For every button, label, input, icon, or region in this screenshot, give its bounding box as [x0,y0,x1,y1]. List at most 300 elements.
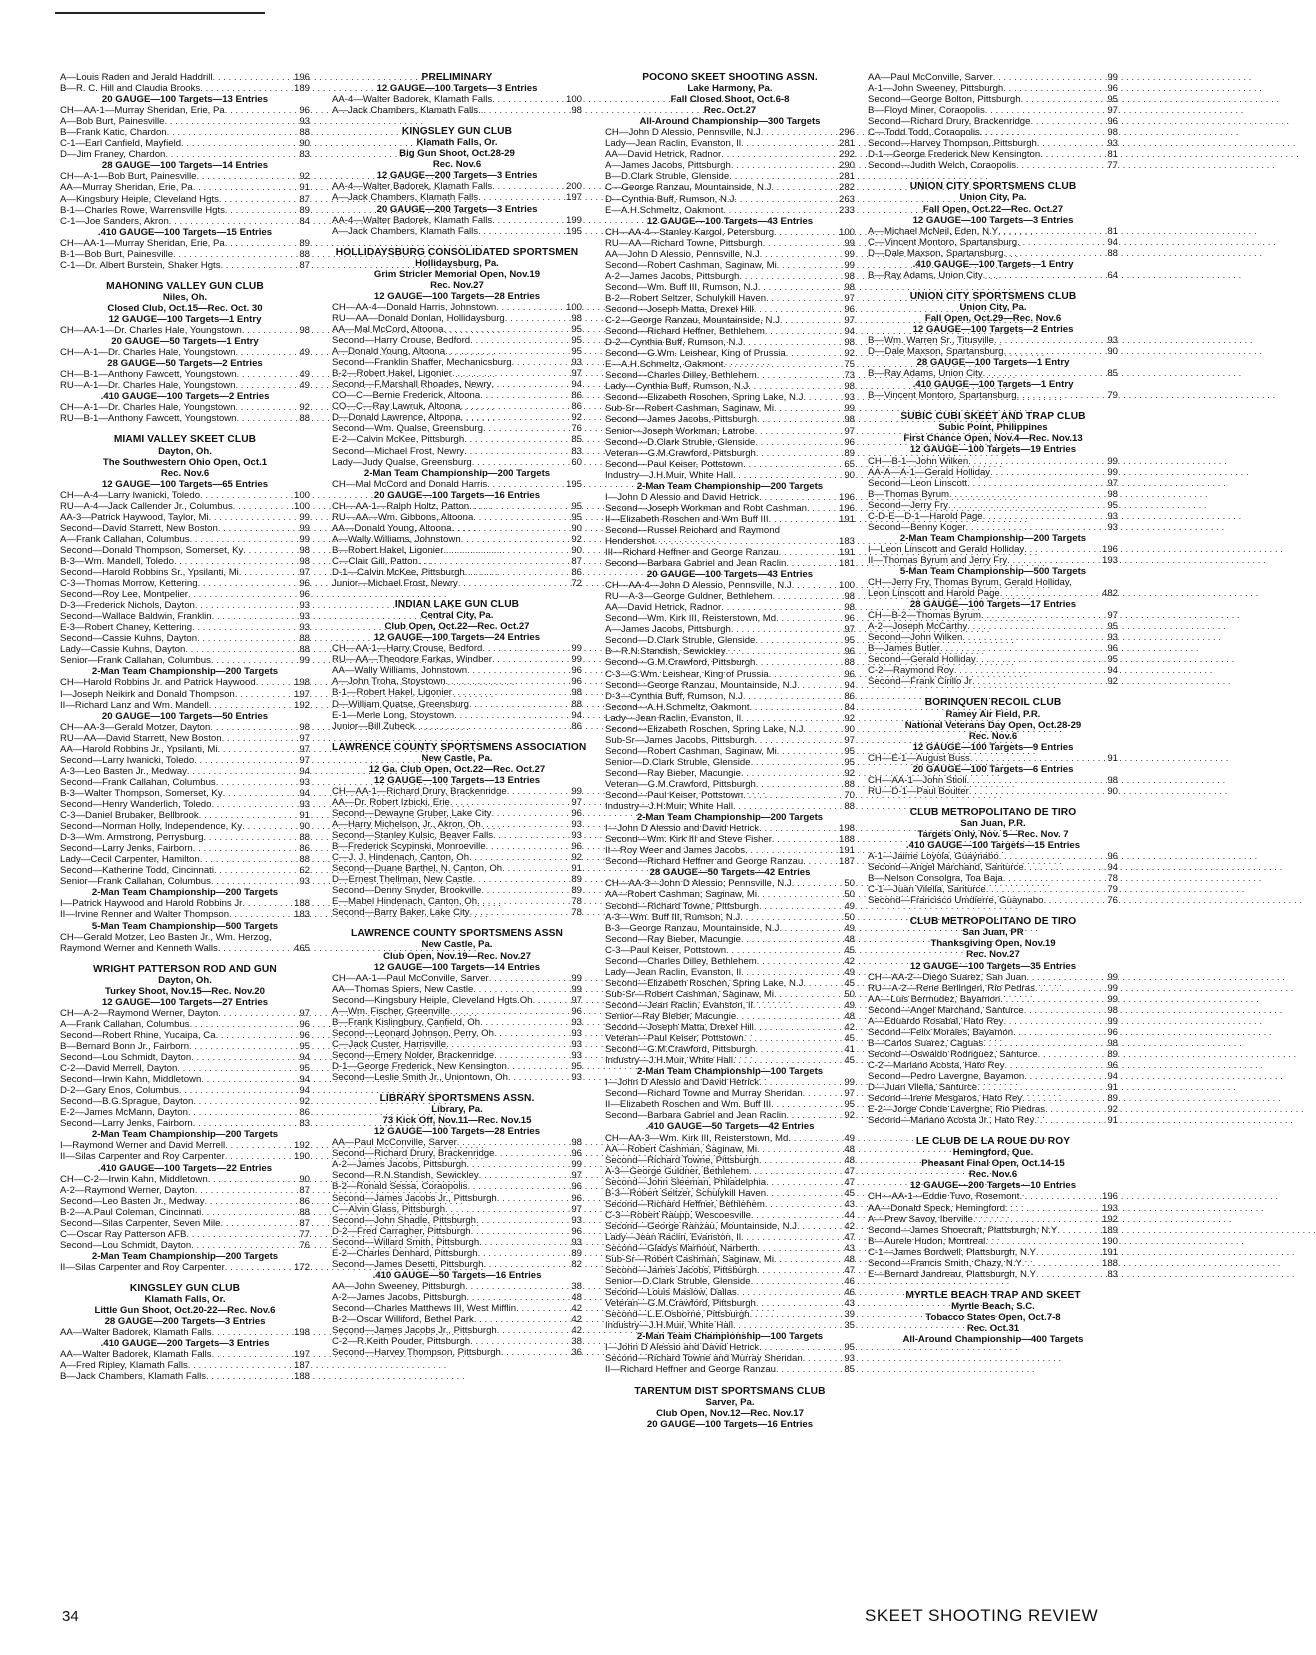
score: 233 [838,204,855,216]
shooter-name: Second—Richard Heffner and George Ranzau [605,856,804,868]
score: 92 [1107,1104,1118,1116]
shooter-name: Second—G.M.Crawford, Pittsburgh [605,1044,756,1056]
result-row [332,973,582,984]
result-row [332,654,582,665]
result-row [332,512,582,523]
dot-leader [757,1144,834,1155]
score: 48 [844,1143,855,1155]
result-row [60,567,310,578]
shooter-name: Second—Richard Towne, Pittsburgh [605,1154,759,1166]
dot-leader [733,1320,834,1331]
score: 88 [299,127,310,139]
dot-leader [469,852,561,863]
event-header: .410 GAUGE—100 Targets—1 Entry [912,258,1074,270]
dot-leader [533,995,561,1006]
score: 98 [844,381,855,393]
shooter-name: Second—Lou Schmidt, Dayton [60,1052,192,1064]
shooter-name: CO—C—Bernie Frederick, Altoona [332,390,481,402]
score: 97 [571,368,582,380]
score: 98 [844,281,855,293]
score: 93 [571,1049,582,1061]
results-column-3 [605,72,855,1430]
result-row [60,1174,310,1185]
shooter-name: I—John D Alessio and David Hetrick [605,491,760,503]
result-row [868,335,1118,346]
dot-leader [1003,1016,1097,1027]
result-row [332,1215,582,1226]
shooter-name: CH—AA-1—Murray Sheridan, Erie, Pa [60,237,225,249]
shooter-name: D—William Quatse, Greensburg [332,698,470,710]
result-row [868,1258,1118,1269]
dot-leader [1005,1203,1097,1214]
result-row [60,1151,310,1162]
result-row [60,1118,310,1129]
shooter-name: Second—James Jacobs, Pittsburgh [605,414,757,426]
dot-leader [940,643,1097,654]
score: 96 [571,807,582,819]
page-number: 34 [62,1608,79,1625]
event-header: 12 GAUGE—100 Targets—43 Entries [646,215,814,227]
event-header: Fall Closed Shoot, Oct.6-8 [670,94,790,106]
result-row [60,116,310,127]
score: 44 [844,1209,855,1221]
score: 98 [299,325,310,337]
dot-leader [494,1148,561,1159]
result-row [332,721,582,732]
result-row [60,744,310,755]
dot-leader [200,490,289,501]
dot-leader [766,1188,834,1199]
shooter-name: Second—Ray Bieber, Macungie [605,767,741,779]
shooter-name: Second—Paul Keiser, Pottstown [605,458,744,470]
score: 88 [844,779,855,790]
dot-leader [225,1151,289,1162]
dot-leader [1003,873,1097,884]
shooter-name: E-2—James McMann, Dayton [60,1107,188,1119]
dot-leader [169,216,289,227]
shooter-name: Second—Michael Frost, Newry [332,445,465,457]
dot-leader [733,1055,834,1066]
result-row [60,1096,310,1107]
score: 89 [571,885,582,897]
shooter-name: D—Dale Maxson, Spartansburg [868,346,1004,358]
score: 90 [1107,346,1118,358]
score: 47 [844,1231,855,1243]
dot-leader [445,1204,561,1215]
shooter-name: Second—Oswaldo Rodriguez, Santurce [868,1048,1038,1060]
shooter-name: E-1—Merle Long, Stoystown [332,709,455,721]
dot-leader [760,249,834,260]
shooter-name: B—R.N.Standish, Sewickley [605,646,726,658]
result-row [332,1303,582,1314]
event-header: Rec. Oct.31 [966,1322,1020,1334]
result-row [868,994,1118,1005]
score: 99 [844,1077,855,1089]
dot-leader [771,182,834,193]
dot-leader [221,1218,289,1229]
result-row [605,1353,855,1364]
score: 88 [1107,247,1118,259]
dot-leader [1016,160,1097,171]
shooter-name: A—Wally Williams, Johnstown [332,533,461,545]
result-row [605,646,855,657]
dot-leader [968,456,1097,467]
club-block [60,434,310,953]
result-row [332,192,582,203]
shooter-name: Second—Leonard Johnson, Perry, Oh [332,1027,494,1039]
score: 82 [571,1258,582,1270]
score: 90 [1107,785,1118,797]
dot-leader [1022,1258,1097,1269]
dot-leader [167,127,289,138]
shooter-name: AA—Robert Cashman, Saginaw, Mi [605,1143,757,1155]
score: 96 [571,676,582,688]
result-row [332,995,582,1006]
score: 48 [844,1254,855,1266]
score: 93 [1107,138,1118,150]
shooter-name: RU—AA—David Starrett, New Boston [60,732,222,744]
event-header: .410 GAUGE—100 Targets—15 Entries [97,226,273,238]
shooter-name: Second—Robert Rhine, Yucaipa, Ca [60,1029,216,1041]
shooter-name: II—Thomas Byrum and Jerry Fry [868,554,1008,566]
shooter-name: A-2—James Jacobs, Pittsburgh [605,270,740,282]
shooter-name: A—Fred Ripley, Klamath Falls [60,1360,188,1372]
club-name: INDIAN LAKE GUN CLUB [394,599,520,611]
result-row [868,1071,1118,1082]
result-row [332,368,582,379]
result-row [605,978,855,989]
result-row [868,775,1118,786]
shooter-name: AA—John Sweeney, Pittsburgh [332,1280,466,1292]
score: 93 [571,1016,582,1028]
score: 85 [571,434,582,446]
shooter-name: B—Jack Chambers, Klamath Falls [60,1371,207,1383]
result-row [605,1110,855,1121]
result-row [605,845,855,856]
shooter-name: Second—David Starrett, New Boston [60,522,218,534]
result-row [868,94,1118,105]
event-header: San Juan, PR [962,927,1024,939]
result-row [332,534,582,545]
result-row [60,127,310,138]
score: 97 [299,567,310,579]
dot-leader [237,369,289,380]
score: 188 [838,834,855,846]
result-row [605,1342,855,1353]
dot-leader [1040,149,1097,160]
result-row [332,567,582,578]
shooter-name: CH—AA-1—Dr. Charles Hale, Youngstown [60,325,242,337]
dot-leader [415,721,561,732]
result-row [60,909,310,920]
shooter-name: Veteran—G.M.Crawford, Pittsburgh [605,779,756,790]
result-row [60,205,310,216]
dot-leader [225,238,289,249]
result-row [332,841,582,852]
dot-leader [470,1336,561,1347]
dot-leader [983,368,1097,379]
result-row [605,437,855,448]
result-row [332,907,582,918]
result-row [60,1008,310,1019]
result-row [60,369,310,380]
result-row [868,786,1118,797]
score: 99 [571,1159,582,1171]
dot-leader [501,1347,561,1358]
club-name: BORINQUEN RECOIL CLUB [924,697,1062,709]
result-row [605,414,855,425]
club-block [332,126,582,236]
result-row [605,194,855,205]
result-row [332,710,582,721]
shooter-name: RU—A-2—Rene Berlingeri, Rio Pedras [868,982,1035,994]
dot-leader [211,876,289,887]
dot-leader [203,832,289,843]
score: 47 [844,1176,855,1188]
club-block [868,411,1118,687]
score: 196 [1101,1191,1118,1203]
result-row [60,1240,310,1251]
club-block [332,741,587,919]
shooter-name: Second—Gerald Holliday [868,654,976,666]
shooter-name: B-2—Oscar Williford, Bethel Park [332,1314,474,1326]
result-row [332,1050,582,1061]
event-header: Hollidaysburg, Pa. [415,257,499,269]
dot-leader [486,841,561,852]
score: 97 [299,1007,310,1019]
score: 98 [1107,127,1118,139]
top-rule [55,12,265,14]
event-header: 2-Man Team Championship—200 Targets [91,1129,279,1141]
dot-leader [779,923,834,934]
shooter-name: Second—Elizabeth Roschen, Spring Lake, N.J [605,977,804,989]
dot-leader [461,534,561,545]
result-row [605,492,855,503]
score: 93 [299,876,310,888]
club-name: LAWRENCE COUNTY SPORTSMENS ASSN [351,928,563,940]
result-row [868,511,1118,522]
event-header: Subic Point, Philippines [938,422,1048,434]
shooter-name: A—James Jacobs, Pittsburgh [605,160,731,172]
shooter-name: D-3—Wm. Armstrong, Perrysburg [60,832,204,844]
event-header: 12 Ga. Club Open, Oct.22—Rec. Oct.27 [368,763,546,775]
result-row [605,1000,855,1011]
dot-leader [1003,83,1097,94]
dot-leader [461,401,562,412]
dot-leader [743,337,834,348]
dot-leader [786,558,834,569]
dot-leader [217,744,289,755]
score: 98 [1107,1004,1118,1016]
shooter-name: CH—A-4—Larry Iwanicki, Toledo [60,489,201,501]
dot-leader [213,72,289,83]
shooter-name: Second—Benny Koger [868,521,966,533]
dot-leader [233,501,289,512]
score: 92 [571,852,582,864]
shooter-name: RU—AA—Theodore Farkas, Windber [332,654,492,666]
shooter-name: AA—Paul McConville, Sarver [868,72,993,83]
result-row [332,1039,582,1050]
result-row [332,412,582,423]
event-header: 73 Kick Off, Nov.11—Rec. Nov.15 [382,1115,532,1127]
result-row [868,577,1118,588]
dot-leader [731,624,834,635]
shooter-name: A—Frank Callahan, Columbus [60,1018,190,1030]
result-row [60,1085,310,1096]
result-row [332,324,582,335]
result-row [605,735,855,746]
shooter-name: Second—Charles Dilley, Bethlehem [605,370,757,382]
result-row [605,392,855,403]
dot-leader [749,1166,834,1177]
event-header: Hemingford, Que. [952,1147,1034,1159]
result-row [605,558,855,569]
result-row [332,1226,582,1237]
shooter-name: Second—Russel Reichard and Raymond [605,524,780,536]
shooter-name: C-1—Earl Canfield, Mayfield [60,138,182,150]
dot-leader [792,878,834,889]
shooter-name: A—Prew Savoy, Iberville [868,1213,973,1225]
score: 99 [1107,971,1118,983]
dot-leader [757,889,834,900]
shooter-name: C-3—Paul Keiser, Pottstown [605,944,727,956]
score: 46 [844,1287,855,1299]
shooter-name: CH—AA-1—Murray Sheridan, Erie, Pa [60,105,225,117]
score: 94 [1107,862,1118,874]
result-row [605,149,855,160]
event-header: 12 GAUGE—100 Targets—14 Entries [373,961,541,973]
event-header: Ramey Air Field, P.R. [945,708,1041,720]
dot-leader [491,379,561,390]
result-row [60,788,310,799]
result-row [605,1011,855,1022]
score: 196 [1101,543,1118,555]
shooter-name: Second—Kingsbury Heiple, Cleveland Hgts.Oh [332,994,533,1006]
result-row [605,182,855,193]
score: 188 [1101,1257,1118,1269]
dot-leader [446,1039,561,1050]
dot-leader [1057,1225,1097,1236]
shooter-name: C—Oscar Ray Patterson AFB [60,1228,187,1240]
shooter-name: C-2—David Merrell, Dayton [60,1063,178,1075]
dot-leader [212,1349,289,1360]
result-row [868,588,1118,599]
score: 42 [844,955,855,967]
shooter-name: Lady—Cecil Carpenter, Hamilton [60,854,200,866]
result-row [332,346,582,357]
shooter-name: Second—G.Wm. Leishear, King of Prussia [605,348,786,360]
dot-leader [211,655,289,666]
score: 94 [1107,1070,1118,1082]
shooter-name: RU—AA—Richard Towne, Pittsburgh [605,237,763,249]
shooter-name: B—James Butler [868,643,940,655]
score: 88 [571,698,582,710]
score: 83 [299,149,310,161]
dot-leader [483,1259,561,1270]
result-row [605,823,855,834]
shooter-name: AA—David Hetrick, Radnor [605,602,722,614]
result-row [60,799,310,810]
score: 100 [293,489,310,501]
dot-leader [755,437,834,448]
result-row [605,889,855,900]
club-block [332,928,582,1083]
dot-leader [214,865,289,876]
result-row [60,512,310,523]
result-row [332,676,582,687]
result-row [605,1232,855,1243]
dot-leader [185,644,289,655]
score: 43 [844,1298,855,1310]
result-row [60,633,310,644]
event-header: 5-Man Team Championship—500 Targets [91,920,279,932]
event-header: Club Open, Nov.12—Rec. Nov.17 [656,1407,804,1419]
shooter-name: Second—D.Clark Struble, Glenside [605,635,756,647]
score: 199 [565,214,582,226]
event-header: Rec. Nov.6 [968,730,1018,742]
event-header: Closed Club, Oct.15—Rec. Oct. 30 [107,302,263,314]
result-row [332,896,582,907]
shooter-name: CH—A-1—Dr. Charles Hale, Youngstown [60,347,236,359]
result-row [605,249,855,260]
dot-leader [507,786,561,797]
dot-leader [788,1133,834,1144]
dot-leader [507,1061,561,1072]
result-row [868,456,1118,467]
result-row [605,1276,855,1287]
score: 188 [293,1371,310,1383]
shooter-name: II—Roy Weer and James Jacobs [605,845,746,857]
dot-leader [759,1342,834,1353]
dot-leader [766,293,834,304]
event-header: 12 GAUGE—100 Targets—35 Entries [909,960,1077,972]
shooter-name: B—Floyd Miner, Coraopolis [868,105,985,117]
dot-leader [481,885,561,896]
event-header: Thanksgiving Open, Nov.19 [930,938,1056,950]
shooter-name: E—A.H.Schmeltz, Oakmont [605,359,724,371]
dot-leader [470,907,561,918]
result-row [332,687,582,698]
result-row [605,426,855,437]
club-name: MAHONING VALLEY GUN CLUB [106,280,264,292]
dot-leader [756,1298,834,1309]
result-row [868,862,1118,873]
event-header: 12 GAUGE—100 Targets—65 Entries [101,478,269,490]
shooter-name: I—Patrick Haywood and Harold Robbins Jr [60,898,243,910]
shooter-name: AA-4—Walter Badorek, Klamath Falls [332,181,493,193]
score: 192 [293,699,310,711]
result-row [60,216,310,227]
shooter-name: Second—Joseph Workman and Robt Cashman [605,502,807,514]
shooter-name: Second—Louis Maslow, Dallas [605,1287,737,1299]
score: 94 [299,765,310,777]
shooter-name: AA—Harold Robbins Jr., Ypsilanti, Mi [60,743,218,755]
score: 96 [844,668,855,680]
club-name: UNION CITY SPORTSMENS CLUB [909,290,1077,302]
shooter-name: Second—Richard Heffner, Bethlehem [605,326,765,338]
shooter-name: Industry—J.H.Muir, White Hall [605,1320,733,1332]
shooter-name: Second—Jean Raclin, Evanston, Il [605,999,753,1011]
shooter-name: Second—James Jacobs Jr., Pittsburgh [332,1325,497,1337]
score: 93 [299,776,310,788]
dot-leader [741,713,834,724]
club-block [868,1290,1118,1345]
event-header: 12 GAUGE—200 Targets—10 Entries [909,1180,1077,1192]
score: 90 [571,522,582,534]
shooter-name: Second—Robert Cashman, Saginaw, Mi [605,259,777,271]
score: 99 [1107,993,1118,1005]
result-row [605,138,855,149]
